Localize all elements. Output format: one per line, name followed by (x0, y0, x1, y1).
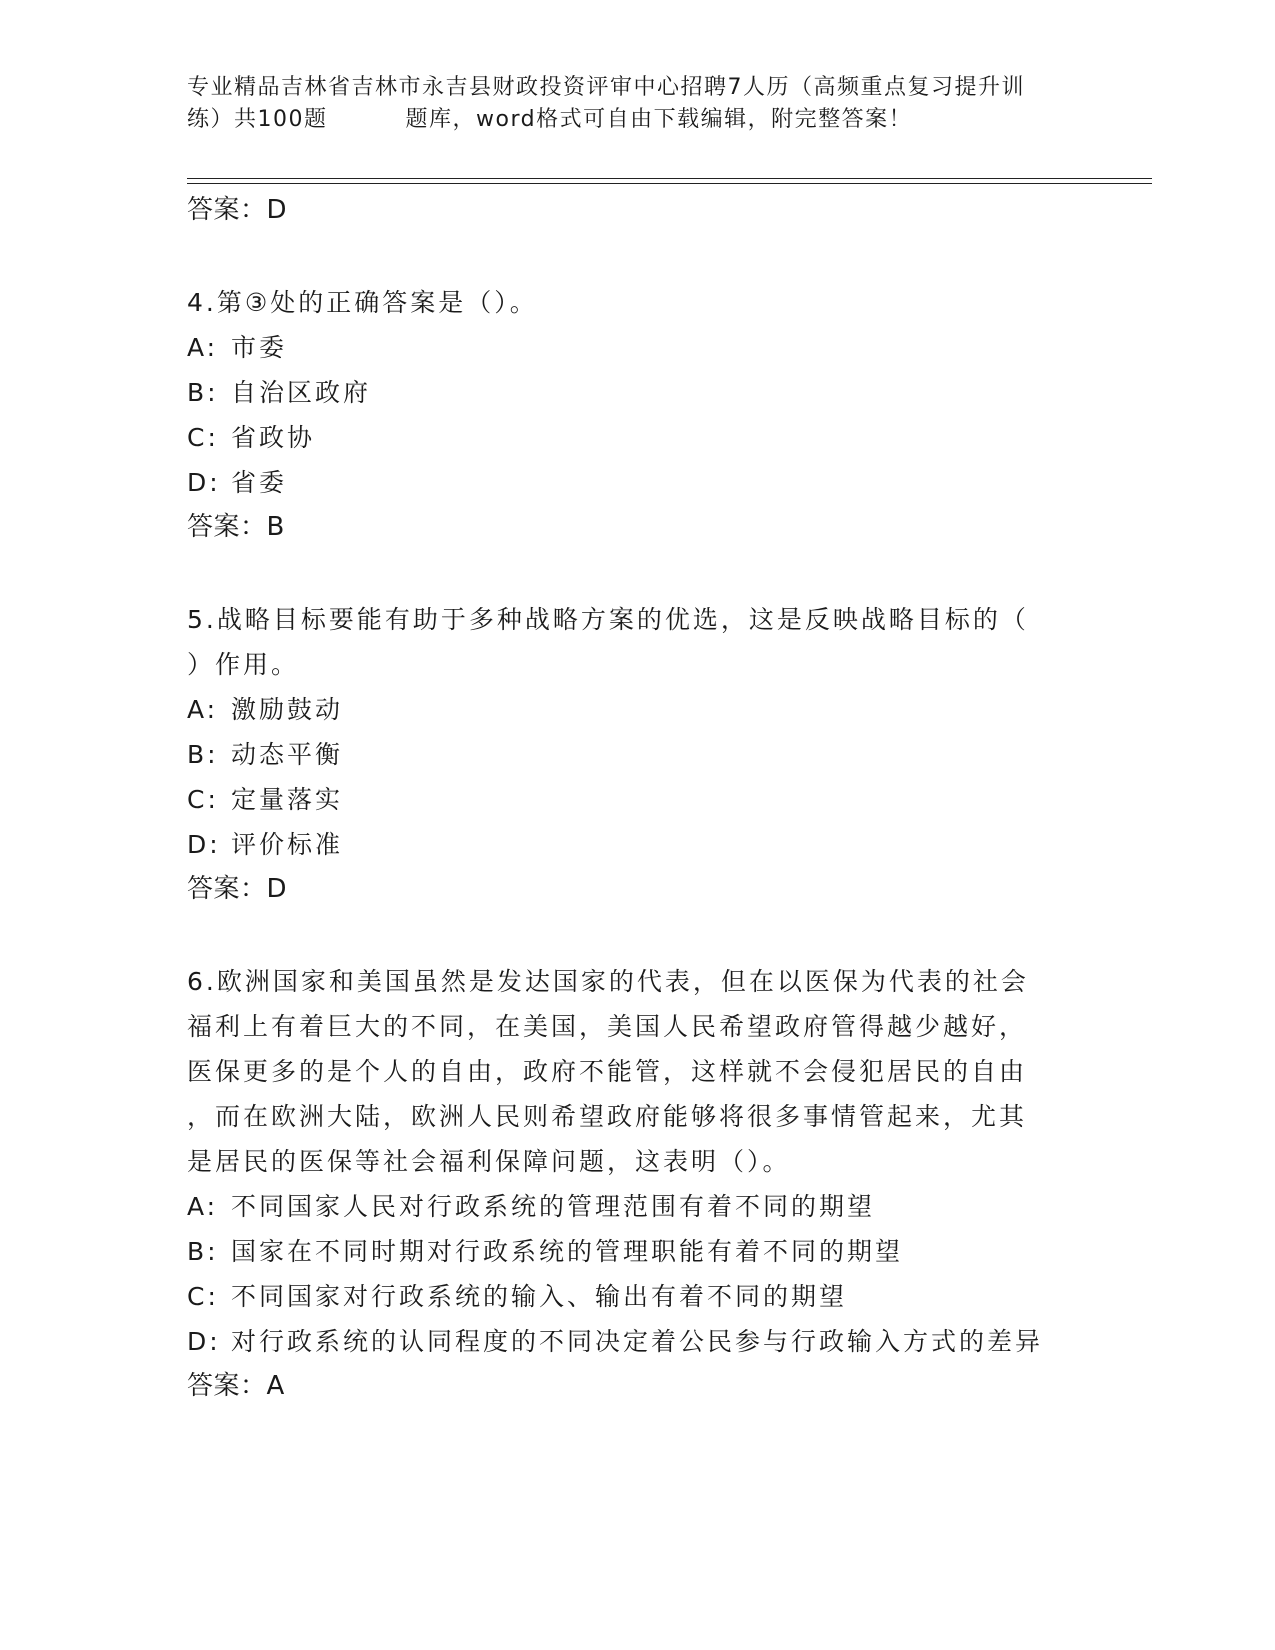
option-key: D: (187, 1327, 221, 1356)
header-divider-bottom (187, 183, 1152, 184)
question-stem: 4.第③处的正确答案是（）。 (187, 288, 538, 317)
option-key: A: (187, 1192, 219, 1221)
header-title-line-2 (187, 104, 1087, 136)
option-d (187, 460, 1087, 505)
option-text: 动态平衡 (231, 740, 344, 769)
question-stem-line-1: 6.欧洲国家和美国虽然是发达国家的代表，但在以医保为代表的社会 (187, 967, 1029, 996)
option-text: 省委 (231, 468, 288, 497)
question-stem-line-3: 医保更多的是个人的自由，政府不能管，这样就不会侵犯居民的自由 (187, 1057, 1028, 1086)
option-text: 国家在不同时期对行政系统的管理职能有着不同的期望 (231, 1237, 904, 1266)
option-key: C: (187, 1282, 219, 1311)
option-b (187, 1229, 1087, 1274)
question-4 (187, 280, 1087, 550)
option-b (187, 370, 1087, 415)
answer-line: 答案：A (187, 1371, 285, 1401)
option-key: D: (187, 830, 221, 859)
option-d (187, 822, 1087, 867)
option-c (187, 415, 1087, 460)
option-a (187, 1184, 1087, 1229)
question-list (187, 188, 1087, 1409)
option-d (187, 1319, 1087, 1364)
option-key: C: (187, 785, 219, 814)
option-key: B: (187, 740, 219, 769)
option-text: 自治区政府 (231, 378, 372, 407)
option-key: A: (187, 333, 219, 362)
header-title-part-b: 题库，word格式可自由下载编辑，附完整答案！ (405, 107, 913, 132)
option-key: B: (187, 1237, 219, 1266)
page-header (187, 72, 1087, 136)
option-text: 定量落实 (231, 785, 344, 814)
header-divider-top (187, 178, 1152, 179)
previous-answer: 答案：D (187, 195, 288, 225)
option-text: 不同国家对行政系统的输入、输出有着不同的期望 (231, 1282, 848, 1311)
option-c (187, 777, 1087, 822)
option-text: 对行政系统的认同程度的不同决定着公民参与行政输入方式的差异 (231, 1327, 1044, 1356)
option-a (187, 325, 1087, 370)
answer-line: 答案：B (187, 512, 285, 542)
option-key: B: (187, 378, 219, 407)
question-6 (187, 959, 1087, 1409)
header-title-part-a: 练）共100题 (187, 107, 328, 132)
option-text: 省政协 (231, 423, 316, 452)
option-key: C: (187, 423, 219, 452)
option-a (187, 687, 1087, 732)
question-stem-line-2: ）作用。 (187, 650, 300, 679)
option-text: 市委 (231, 333, 288, 362)
question-5 (187, 597, 1087, 912)
question-stem-line-1: 5.战略目标要能有助于多种战略方案的优选，这是反映战略目标的（ (187, 605, 1029, 634)
question-stem-line-4: ，而在欧洲大陆，欧洲人民则希望政府能够将很多事情管起来，尤其 (187, 1102, 1028, 1131)
option-text: 激励鼓动 (231, 695, 344, 724)
answer-line: 答案：D (187, 874, 288, 904)
option-text: 评价标准 (231, 830, 344, 859)
question-stem-line-2: 福利上有着巨大的不同，在美国，美国人民希望政府管得越少越好， (187, 1012, 1028, 1041)
question-stem-line-5: 是居民的医保等社会福利保障问题，这表明（）。 (187, 1147, 791, 1176)
option-c (187, 1274, 1087, 1319)
option-b (187, 732, 1087, 777)
option-key: A: (187, 695, 219, 724)
header-title-line-1: 专业精品吉林省吉林市永吉县财政投资评审中心招聘7人历（高频重点复习提升训 (187, 75, 1025, 100)
option-text: 不同国家人民对行政系统的管理范围有着不同的期望 (231, 1192, 876, 1221)
option-key: D: (187, 468, 221, 497)
